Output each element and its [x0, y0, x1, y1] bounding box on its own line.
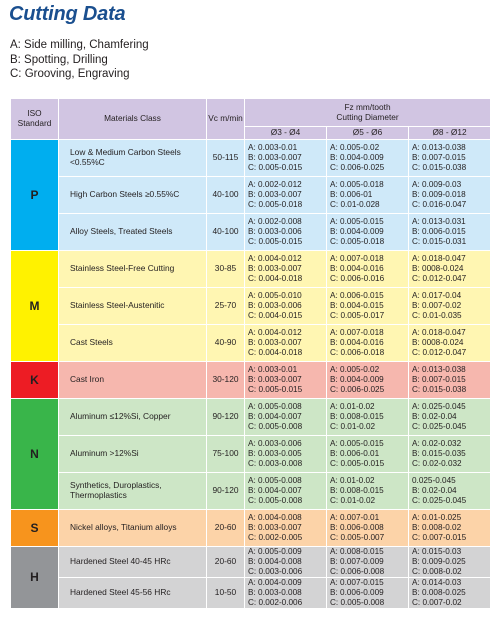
fz-value-line: A: 0.009-0.03 — [412, 180, 462, 190]
fz-value-line: A: 0.002-0.008 — [248, 217, 302, 227]
fz-value-line: B: 0.009-0.025 — [412, 557, 466, 567]
fz-value-line: C: 0.01-0.02 — [330, 421, 376, 431]
fz-cell-d3 — [409, 399, 491, 436]
fz-value-line: C: 0.008-0.02 — [412, 566, 462, 576]
fz-cell-d2 — [327, 177, 409, 214]
table-row — [11, 251, 491, 288]
fz-value-line: B: 0008-0.024 — [412, 338, 464, 348]
material-cell: Aluminum >12%Si — [59, 436, 207, 473]
header-diameter-1: Ø3 - Ø4 — [245, 127, 327, 140]
fz-value-line: A: 0.013-0.031 — [412, 217, 466, 227]
fz-value-line: A: 0.006-0.015 — [330, 291, 384, 301]
fz-value-line: C: 0.006-0.025 — [330, 384, 385, 394]
fz-value-line: B: 0.003-0.007 — [248, 338, 302, 348]
fz-value-line: A: 0.004-0.009 — [248, 578, 302, 588]
table-row — [11, 510, 491, 547]
fz-value-line: A: 0.005-0.008 — [248, 402, 302, 412]
vc-cell: 50-115 — [207, 140, 245, 177]
operation-legend — [10, 38, 149, 82]
fz-value-line: B: 0.006-0.01 — [330, 449, 380, 459]
fz-cell-d1 — [245, 547, 327, 578]
fz-value-line: B: 0.004-0.009 — [330, 227, 384, 237]
vc-cell: 40-100 — [207, 177, 245, 214]
fz-value-line: A: 0.005-0.015 — [330, 217, 384, 227]
fz-value-line: C: 0.012-0.047 — [412, 273, 467, 283]
material-cell: Synthetics, Duroplastics, Thermoplastics — [59, 473, 207, 510]
fz-value-line: B: 0.008-0.015 — [330, 486, 384, 496]
fz-cell-d2 — [327, 288, 409, 325]
fz-cell-d2 — [327, 473, 409, 510]
legend-item-b: B: Spotting, Drilling — [10, 53, 108, 66]
fz-cell-d3 — [409, 362, 491, 399]
fz-value-line: B: 0.008-0.025 — [412, 588, 466, 598]
fz-value-line: C: 0.016-0.047 — [412, 199, 467, 209]
table-row — [11, 547, 491, 578]
fz-value-line: C: 0.004-0.018 — [248, 273, 303, 283]
fz-cell-d1 — [245, 177, 327, 214]
fz-value-line: C: 0.01-0.028 — [330, 199, 380, 209]
fz-value-line: B: 0.004-0.007 — [248, 486, 302, 496]
header-fz — [245, 99, 491, 127]
fz-cell-d1 — [245, 578, 327, 609]
fz-value-line: B: 0.004-0.016 — [330, 264, 384, 274]
fz-value-line: A: 0.013-0.038 — [412, 365, 466, 375]
fz-value-line: A: 0.018-0.047 — [412, 328, 466, 338]
fz-cell-d3 — [409, 177, 491, 214]
fz-value-line: C: 0.015-0.031 — [412, 236, 467, 246]
vc-cell: 30-85 — [207, 251, 245, 288]
fz-value-line: B: 0.004-0.008 — [248, 557, 302, 567]
fz-value-line: C: 0.006-0.016 — [330, 273, 385, 283]
iso-code-cell: M — [11, 251, 59, 362]
page-title: Cutting Data — [9, 3, 126, 25]
fz-value-line: C: 0.006-0.025 — [330, 162, 385, 172]
iso-code-cell: K — [11, 362, 59, 399]
iso-code-cell: S — [11, 510, 59, 547]
fz-value-line: B: 0.006-0.008 — [330, 523, 384, 533]
fz-value-line: A: 0.007-0.018 — [330, 328, 384, 338]
fz-cell-d1 — [245, 399, 327, 436]
table-row — [11, 140, 491, 177]
fz-value-line: C: 0.025-0.045 — [412, 421, 467, 431]
table-row — [11, 325, 491, 362]
vc-cell: 30-120 — [207, 362, 245, 399]
header-fz-line1: Fz mm/tooth — [344, 101, 391, 112]
fz-value-line: C: 0.005-0.018 — [330, 236, 385, 246]
table-row — [11, 214, 491, 251]
fz-value-line: A: 0.003-0.006 — [248, 439, 302, 449]
fz-value-line: A: 0.025-0.045 — [412, 402, 466, 412]
fz-cell-d3 — [409, 473, 491, 510]
material-cell: Hardened Steel 45-56 HRc — [59, 578, 207, 609]
fz-value-line: B: 0.007-0.02 — [412, 301, 462, 311]
fz-cell-d2 — [327, 325, 409, 362]
material-cell: Alloy Steels, Treated Steels — [59, 214, 207, 251]
fz-cell-d2 — [327, 214, 409, 251]
fz-value-line: B: 0.004-0.016 — [330, 338, 384, 348]
fz-value-line: A: 0.007-0.018 — [330, 254, 384, 264]
fz-value-line: B: 0.02-0.04 — [412, 412, 457, 422]
fz-value-line: B: 0.015-0.035 — [412, 449, 466, 459]
fz-value-line: C: 0.007-0.015 — [412, 532, 467, 542]
fz-value-line: B: 0.006-01 — [330, 190, 373, 200]
fz-value-line: A: 0.013-0.038 — [412, 143, 466, 153]
table-row — [11, 399, 491, 436]
fz-value-line: C: 0.015-0.038 — [412, 384, 467, 394]
fz-cell-d3 — [409, 510, 491, 547]
table-row — [11, 436, 491, 473]
fz-value-line: C: 0.012-0.047 — [412, 347, 467, 357]
vc-cell: 10-50 — [207, 578, 245, 609]
fz-cell-d3 — [409, 325, 491, 362]
fz-value-line: C: 0.005-0.015 — [248, 384, 303, 394]
fz-value-line: B: 0.008-0.02 — [412, 523, 462, 533]
fz-value-line: A: 0.004-0.012 — [248, 328, 302, 338]
fz-value-line: C: 0.004-0.018 — [248, 347, 303, 357]
fz-value-line: A: 0.005-0.010 — [248, 291, 302, 301]
fz-cell-d1 — [245, 510, 327, 547]
table-row — [11, 177, 491, 214]
table-body — [11, 140, 491, 609]
header-diameter-2: Ø5 - Ø6 — [327, 127, 409, 140]
fz-value-line: A: 0.017-0.04 — [412, 291, 462, 301]
cutting-data-table — [10, 98, 491, 609]
header-vc: Vc m/min — [207, 99, 245, 140]
fz-value-line: C: 0.005-0.015 — [248, 162, 303, 172]
fz-cell-d2 — [327, 251, 409, 288]
fz-cell-d3 — [409, 251, 491, 288]
table-row — [11, 362, 491, 399]
material-cell: Stainless Steel-Free Cutting — [59, 251, 207, 288]
vc-cell: 40-100 — [207, 214, 245, 251]
fz-value-line: A: 0.01-0.025 — [412, 513, 462, 523]
fz-value-line: C: 0.02-0.032 — [412, 458, 462, 468]
fz-value-line: A: 0.007-0.015 — [330, 578, 384, 588]
fz-cell-d3 — [409, 140, 491, 177]
fz-value-line: B: 0.006-0.015 — [412, 227, 466, 237]
material-cell: Cast Steels — [59, 325, 207, 362]
fz-value-line: B: 0.007-0.015 — [412, 375, 466, 385]
legend-item-a: A: Side milling, Chamfering — [10, 39, 149, 51]
fz-value-line: A: 0.01-0.02 — [330, 476, 375, 486]
fz-cell-d1 — [245, 473, 327, 510]
fz-value-line: A: 0.005-0.018 — [330, 180, 384, 190]
fz-cell-d3 — [409, 578, 491, 609]
fz-value-line: B: 0.004-0.015 — [330, 301, 384, 311]
fz-cell-d2 — [327, 362, 409, 399]
fz-value-line: C: 0.005-0.015 — [248, 236, 303, 246]
material-cell: Nickel alloys, Titanium alloys — [59, 510, 207, 547]
fz-value-line: A: 0.018-0.047 — [412, 254, 466, 264]
fz-value-line: C: 0.005-0.007 — [330, 532, 385, 542]
fz-value-line: C: 0.006-0.018 — [330, 347, 385, 357]
fz-cell-d3 — [409, 436, 491, 473]
fz-cell-d2 — [327, 399, 409, 436]
header-diameter-3: Ø8 - Ø12 — [409, 127, 491, 140]
fz-cell-d1 — [245, 325, 327, 362]
fz-value-line: B: 0.008-0.015 — [330, 412, 384, 422]
fz-value-line: A: 0.014-0.03 — [412, 578, 462, 588]
fz-value-line: C: 0.01-0.035 — [412, 310, 462, 320]
fz-value-line: B: 0.003-0.007 — [248, 153, 302, 163]
fz-value-line: C: 0.002-0.005 — [248, 532, 303, 542]
fz-value-line: B: 0.009-0.018 — [412, 190, 466, 200]
fz-value-line: A: 0.003-0.01 — [248, 143, 298, 153]
fz-value-line: B: 0.004-0.007 — [248, 412, 302, 422]
fz-value-line: B: 0.007-0.009 — [330, 557, 384, 567]
fz-value-line: B: 0008-0.024 — [412, 264, 464, 274]
vc-cell: 20-60 — [207, 510, 245, 547]
fz-value-line: B: 0.003-0.006 — [248, 301, 302, 311]
fz-value-line: 0.025-0.045 — [412, 476, 456, 486]
fz-value-line: A: 0.007-0.01 — [330, 513, 380, 523]
fz-cell-d1 — [245, 214, 327, 251]
fz-value-line: A: 0.01-0.02 — [330, 402, 375, 412]
fz-cell-d1 — [245, 251, 327, 288]
fz-cell-d1 — [245, 140, 327, 177]
fz-value-line: C: 0.005-0.008 — [330, 597, 385, 607]
vc-cell: 25-70 — [207, 288, 245, 325]
fz-cell-d2 — [327, 510, 409, 547]
fz-cell-d1 — [245, 362, 327, 399]
fz-cell-d3 — [409, 214, 491, 251]
fz-value-line: A: 0.004-0.008 — [248, 513, 302, 523]
fz-value-line: C: 0.003-0.006 — [248, 566, 303, 576]
vc-cell: 90-120 — [207, 399, 245, 436]
fz-value-line: C: 0.005-0.015 — [330, 458, 385, 468]
fz-value-line: B: 0.003-0.007 — [248, 375, 302, 385]
header-fz-line2: Cutting Diameter — [336, 111, 399, 122]
fz-value-line: B: 0.02-0.04 — [412, 486, 457, 496]
header-materials-class: Materials Class — [59, 99, 207, 140]
fz-value-line: A: 0.005-0.008 — [248, 476, 302, 486]
table-header-row — [11, 99, 491, 127]
fz-value-line: A: 0.015-0.03 — [412, 547, 462, 557]
vc-cell: 40-90 — [207, 325, 245, 362]
table-row — [11, 288, 491, 325]
fz-cell-d3 — [409, 547, 491, 578]
fz-value-line: A: 0.005-0.02 — [330, 143, 380, 153]
fz-value-line: A: 0.002-0.012 — [248, 180, 302, 190]
fz-value-line: B: 0.003-0.007 — [248, 264, 302, 274]
fz-value-line: A: 0.004-0.012 — [248, 254, 302, 264]
fz-value-line: B: 0.003-0.007 — [248, 190, 302, 200]
material-cell: Hardened Steel 40-45 HRc — [59, 547, 207, 578]
fz-cell-d1 — [245, 288, 327, 325]
fz-value-line: B: 0.003-0.005 — [248, 449, 302, 459]
material-cell: Low & Medium Carbon Steels <0.55%C — [59, 140, 207, 177]
fz-value-line: C: 0.003-0.008 — [248, 458, 303, 468]
fz-value-line: C: 0.006-0.008 — [330, 566, 385, 576]
fz-cell-d2 — [327, 436, 409, 473]
fz-cell-d2 — [327, 578, 409, 609]
iso-code-cell: H — [11, 547, 59, 609]
material-cell: High Carbon Steels ≥0.55%C — [59, 177, 207, 214]
fz-value-line: C: 0.015-0.038 — [412, 162, 467, 172]
fz-value-line: C: 0.002-0.006 — [248, 597, 303, 607]
table-row — [11, 473, 491, 510]
material-cell: Aluminum ≤12%Si, Copper — [59, 399, 207, 436]
material-cell: Cast Iron — [59, 362, 207, 399]
fz-value-line: C: 0.005-0.017 — [330, 310, 385, 320]
fz-value-line: B: 0.007-0.015 — [412, 153, 466, 163]
table-row — [11, 578, 491, 609]
fz-value-line: C: 0.004-0.015 — [248, 310, 303, 320]
fz-value-line: B: 0.004-0.009 — [330, 375, 384, 385]
fz-value-line: A: 0.005-0.015 — [330, 439, 384, 449]
fz-value-line: C: 0.007-0.02 — [412, 597, 462, 607]
fz-cell-d1 — [245, 436, 327, 473]
material-cell: Stainless Steel-Austenitic — [59, 288, 207, 325]
vc-cell: 75-100 — [207, 436, 245, 473]
fz-value-line: A: 0.005-0.009 — [248, 547, 302, 557]
fz-value-line: A: 0.02-0.032 — [412, 439, 462, 449]
fz-value-line: C: 0.005-0.018 — [248, 199, 303, 209]
fz-value-line: C: 0.005-0.008 — [248, 495, 303, 505]
fz-value-line: C: 0.01-0.02 — [330, 495, 376, 505]
fz-value-line: A: 0.005-0.02 — [330, 365, 380, 375]
fz-cell-d2 — [327, 140, 409, 177]
fz-cell-d3 — [409, 288, 491, 325]
fz-value-line: B: 0.003-0.008 — [248, 588, 302, 598]
vc-cell: 90-120 — [207, 473, 245, 510]
fz-cell-d2 — [327, 547, 409, 578]
fz-value-line: C: 0.025-0.045 — [412, 495, 467, 505]
vc-cell: 20-60 — [207, 547, 245, 578]
fz-value-line: A: 0.003-0.01 — [248, 365, 298, 375]
fz-value-line: B: 0.004-0.009 — [330, 153, 384, 163]
fz-value-line: B: 0.003-0.007 — [248, 523, 302, 533]
fz-value-line: B: 0.006-0.009 — [330, 588, 384, 598]
iso-code-cell: P — [11, 140, 59, 251]
legend-item-c: C: Grooving, Engraving — [10, 68, 130, 81]
fz-value-line: B: 0.003-0.006 — [248, 227, 302, 237]
fz-value-line: A: 0.008-0.015 — [330, 547, 384, 557]
header-iso-standard: ISO Standard — [11, 99, 59, 140]
iso-code-cell: N — [11, 399, 59, 510]
fz-value-line: C: 0.005-0.008 — [248, 421, 303, 431]
